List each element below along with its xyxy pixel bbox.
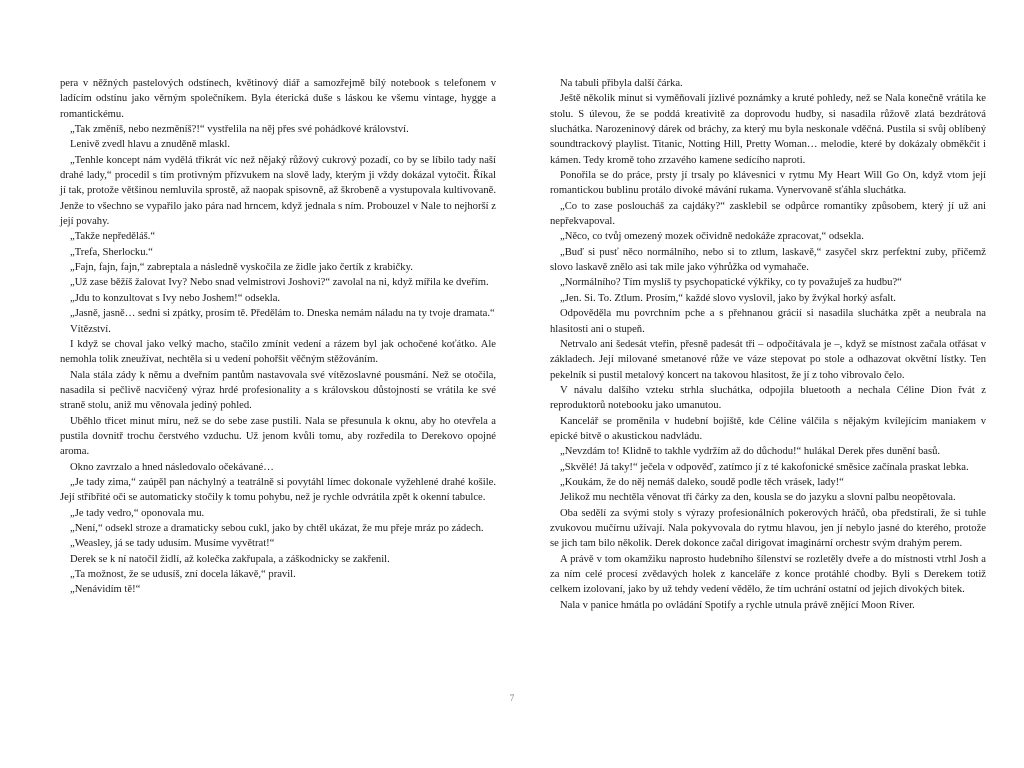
- paragraph: A právě v tom okamžiku naprosto hudebního šílenství se rozletěly dveře a do místnosti vtrhl Josh a za ním celé procesí zvědavých holek z kanceláře z konce protáhlé chodby. Byli s Derekem totiž celkem izolovaní, jako by už tehdy vedení vědělo, že tím uchrání ostatní od jejich divokých bitek.: [550, 553, 986, 596]
- page-number: 7: [509, 693, 515, 703]
- paragraph: „Fajn, fajn, fajn,“ zabreptala a následně vyskočila ze židle jako čertík z krabičky.: [70, 262, 413, 274]
- paragraph: „Jdu to konzultovat s Ivy nebo Joshem!“ odsekla.: [70, 292, 281, 304]
- paragraph: V návalu dalšího vzteku strhla sluchátka, odpojila bluetooth a nechala Céline Dion řvát z reproduktorů notebooku jako umanutou.: [550, 384, 986, 412]
- paragraph: „Weasley, já se tady udusím. Musíme vyvětrat!“: [70, 538, 275, 550]
- paragraph: Lenivě zvedl hlavu a znuděně mlaskl.: [70, 139, 231, 151]
- paragraph: „Už zase běžíš žalovat Ivy? Nebo snad velmistrovi Joshovi?“ zavolal na ni, když mířila ke dveřím.: [70, 277, 489, 289]
- right-page-text: [550, 76, 986, 613]
- paragraph: Nala v panice hmátla po ovládání Spotify a rychle utnula právě znějící Moon River.: [560, 599, 915, 611]
- paragraph: „Je tady vedro,“ oponovala mu.: [70, 507, 205, 519]
- paragraph: „Nevzdám to! Klidně to takhle vydržím až do důchodu!“ hulákal Derek přes dunění basů.: [560, 446, 941, 458]
- paragraph: „Takže nepředěláš.“: [70, 231, 156, 243]
- paragraph: „Buď si pusť něco normálního, nebo si to ztlum, laskavě,“ zasyčel skrz perfektní zuby, přičemž slovo laskavě znělo asi tak mile jako výhrůžka od vymahače.: [550, 246, 986, 274]
- paragraph: Uběhlo třicet minut míru, než se do sebe zase pustili. Nala se přesunula k oknu, aby ho otevřela a pustila dovnitř trochu čerstvého vzduchu. Už jenom kvůli tomu, aby rozředila to Derekovo opojné aroma.: [60, 415, 496, 458]
- paragraph: „Skvělé! Já taky!“ ječela v odpověď, zatímco jí z té kakofonické směsice začínala praskat lebka.: [560, 461, 969, 473]
- paragraph: „Není,“ odsekl stroze a dramaticky sebou cukl, jako by chtěl ukázat, že mu přeje mráz po zádech.: [70, 522, 484, 534]
- left-page-text: [60, 76, 496, 598]
- paragraph: „Trefa, Sherlocku.“: [70, 246, 153, 258]
- paragraph: Ještě několik minut si vyměňovali jízlivé poznámky a kruté pohledy, než se Nala konečně vrátila ke stolu. S úlevou, že se poddá kreativitě za doprovodu hudby, si nasadila růžově zlatá bezdrátová sluchátka. Narozeninový dárek od bráchy, za který mu byla neskonale vděčná. Pustila si svůj oblíbený soundtrackový playlist. Titanic, Notting Hill, Pretty Woman… melodie, které by dokázaly obměkčit i kámen. Tedy kromě toho zrzavého kamene sedícího naproti.: [550, 93, 986, 166]
- paragraph: pera v něžných pastelových odstínech, květinový diář a samozřejmě bílý notebook s telefonem v ladícím odstínu jako věrným společníkem. Byla éterická duše s láskou ke všemu vintage, hygge a romantickému.: [60, 78, 496, 120]
- paragraph: „Tak změníš, nebo nezměníš?!“ vystřelila na něj přes své pohádkové království.: [70, 124, 409, 136]
- paragraph: „Koukám, že do něj nemáš daleko, soudě podle těch vrásek, lady!“: [560, 476, 844, 488]
- paragraph: Vítězství.: [70, 323, 111, 335]
- paragraph: Netrvalo ani šedesát vteřin, přesně padesát tři – odpočítávala je –, když se místnost začala otřásat v základech. Její milované smetanové růže ve váze stepovat po stole a odhazovat okvětní lístky. Ten pekelník si pustil metalový koncert na takovou hlasitost, že jí z toho vibrovalo čelo.: [550, 338, 986, 381]
- paragraph: „Nenávidím tě!“: [70, 584, 141, 596]
- paragraph: „Normálního? Tím myslíš ty psychopatické výkřiky, co ty považuješ za hudbu?“: [560, 277, 902, 289]
- paragraph: Na tabuli přibyla další čárka.: [560, 78, 683, 89]
- paragraph: Kancelář se proměnila v hudební bojiště, kde Céline válčila s nějakým kvílejícím maniakem v epické bitvě o akustickou nadvládu.: [550, 415, 986, 442]
- paragraph: Ponořila se do práce, prsty jí trsaly po klávesnici v rytmu My Heart Will Go On, když vtom její romantickou bublinu protálo divoké mávání rukama. Vynervovaně sťáhla sluchátka.: [550, 170, 986, 197]
- paragraph: „Je tady zima,“ zaúpěl pan náchylný a teatrálně si povytáhl límec dokonale vyžehlené drahé košile. Její stříbřité oči se automaticky stočily k tomu pohybu, než je rychle odvrátila zpět k okenní tabulce.: [60, 476, 496, 504]
- paragraph: Nala stála zády k němu a dveřním pantům nastavovala své vítězoslavné pousmání. Než se otočila, nasadila si pečlivě nacvičený výraz hrdé profesionality a s královskou důstojností se vrátila ke své straně stolu, aniž mu věnovala jediný pohled.: [60, 369, 496, 412]
- paragraph: Jelikož mu nechtěla věnovat tři čárky za den, kousla se do jazyku a slovní palbu neopětovala.: [560, 492, 956, 504]
- paragraph: „Jasně, jasně… sedni si zpátky, prosím tě. Předělám to. Dneska nemám náladu na ty tvoje dramata.“: [70, 308, 495, 320]
- paragraph: „Co to zase posloucháš za cajdáky?“ zasklebil se odpůrce romantiky způsobem, který jí už ani nepřekvapoval.: [550, 200, 986, 228]
- paragraph: Okno zavrzalo a hned následovalo očekávané…: [70, 461, 274, 473]
- paragraph: Odpověděla mu povrchním pche a s přehnanou grácií si nasadila sluchátka zpět a neubrala na hlasitosti ani o stupeň.: [550, 308, 986, 335]
- paragraph: I když se choval jako velký macho, stačilo zmínit vedení a rázem byl jak ochočené koťátko. Ale nemohla tolik zneužívat, nechtěla si u vedení pohořšit věčným stěžováním.: [60, 338, 496, 366]
- paragraph: „Tenhle koncept nám vydělá třikrát víc než nějaký růžový cukrový pozadí, co by se líbilo tady naší drahé lady,“ procedil s tím protivným přízvukem na slově lady, kterým ji vždy dokázal vytočit. Říkal jí tak, protože většinou nemluvila sprostě, až naopak spisovně, až škrobeně a vystupovala kultivovaně. Jenže to všechno se vypařilo jako pára nad hrncem, když jednala s ním. Probouzel v Nale to nejhorší z její povahy.: [60, 154, 496, 228]
- paragraph: „Ta možnost, že se udusíš, zní docela lákavě,“ pravil.: [70, 569, 296, 580]
- paragraph: „Jen. Si. To. Ztlum. Prosím,“ každé slovo vyslovil, jako by žvýkal horký asfalt.: [560, 292, 896, 304]
- paragraph: Derek se k ní natočil židlí, až kolečka zakřupala, a záškodnicky se zakřenil.: [70, 553, 390, 565]
- paragraph: Oba sedělí za svými stoly s výrazy profesionálních pokerových hráčů, oba předstírali, že si tuhle zvukovou mučírnu užívají. Nala pokyvovala do rytmu hlavou, jen jí nebylo jasné do kterého, protože se jich tam bilo několik. Derek dokonce začal dirigovat imaginární orchestr svým drahým perem.: [550, 507, 986, 550]
- paragraph: „Něco, co tvůj omezený mozek očividně nedokáže zpracovat,“ odsekla.: [560, 231, 864, 243]
